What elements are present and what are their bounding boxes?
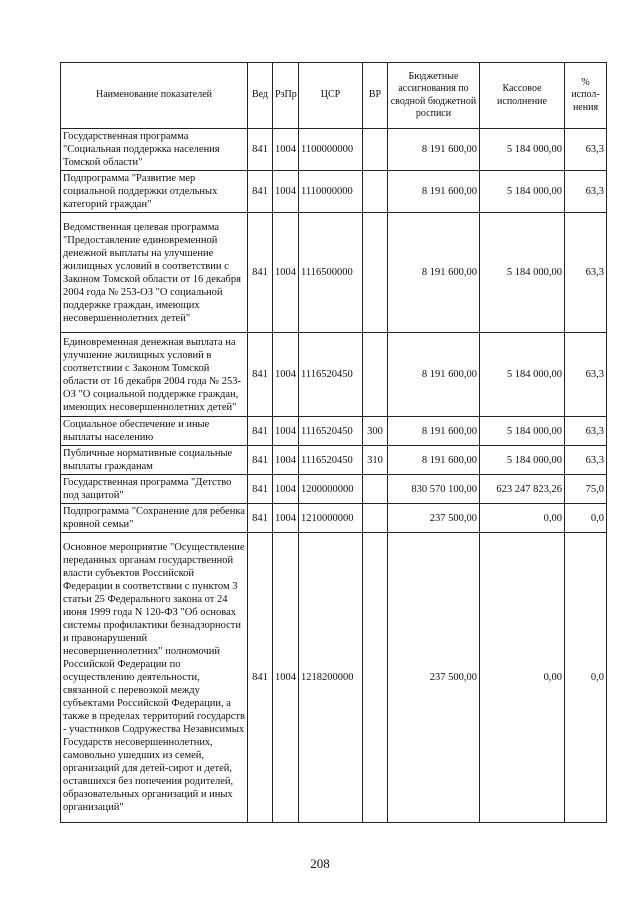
row-budget: 8 191 600,00 (388, 446, 480, 475)
row-cash: 0,00 (480, 504, 565, 533)
row-name: Публичные нормативные социальные выплаты гражданам (61, 446, 248, 475)
row-csr: 1100000000 (299, 129, 363, 171)
header-ved: Вед (248, 63, 273, 129)
row-ved: 841 (248, 446, 273, 475)
row-name: Ведомственная целевая программа "Предоставление единовременной денежной выплаты на улучшение жилищных условий в соответствии с Законом Томской области от 16 декабря 2004 года № 253-ОЗ "О социальной поддержке граждан, имеющих несовершеннолетних детей" (61, 213, 248, 333)
row-vr (363, 504, 388, 533)
row-cash: 5 184 000,00 (480, 171, 565, 213)
row-rzpr: 1004 (273, 417, 299, 446)
row-csr: 1210000000 (299, 504, 363, 533)
row-name: Подпрограмма "Развитие мер социальной поддержки отдельных категорий граждан" (61, 171, 248, 213)
row-budget: 830 570 100,00 (388, 475, 480, 504)
row-vr (363, 533, 388, 823)
budget-execution-table (60, 62, 607, 823)
header-budget: Бюджетные ассигнования по сводной бюджетной росписи (388, 63, 480, 129)
row-ved: 841 (248, 504, 273, 533)
row-cash: 5 184 000,00 (480, 213, 565, 333)
row-budget: 8 191 600,00 (388, 213, 480, 333)
row-name: Государственная программа "Детство под защитой" (61, 475, 248, 504)
row-pct: 63,3 (565, 333, 607, 417)
row-pct: 63,3 (565, 129, 607, 171)
table-row (61, 533, 607, 823)
row-rzpr: 1004 (273, 129, 299, 171)
row-ved: 841 (248, 417, 273, 446)
row-vr (363, 213, 388, 333)
row-ved: 841 (248, 475, 273, 504)
table-row (61, 171, 607, 213)
table-row (61, 333, 607, 417)
row-csr: 1110000000 (299, 171, 363, 213)
row-budget: 237 500,00 (388, 504, 480, 533)
header-rzpr: РзПр (273, 63, 299, 129)
table-header-row (61, 63, 607, 129)
row-ved: 841 (248, 129, 273, 171)
row-rzpr: 1004 (273, 475, 299, 504)
header-name: Наименование показателей (61, 63, 248, 129)
header-cash: Кассовое исполнение (480, 63, 565, 129)
row-rzpr: 1004 (273, 446, 299, 475)
row-rzpr: 1004 (273, 333, 299, 417)
row-cash: 623 247 823,26 (480, 475, 565, 504)
row-budget: 8 191 600,00 (388, 171, 480, 213)
table-row (61, 446, 607, 475)
row-cash: 5 184 000,00 (480, 417, 565, 446)
row-budget: 8 191 600,00 (388, 417, 480, 446)
table-row (61, 129, 607, 171)
row-rzpr: 1004 (273, 533, 299, 823)
row-name: Социальное обеспечение и иные выплаты населению (61, 417, 248, 446)
row-rzpr: 1004 (273, 504, 299, 533)
row-pct: 0,0 (565, 504, 607, 533)
row-csr: 1116500000 (299, 213, 363, 333)
row-name: Подпрограмма "Сохранение для ребенка кровной семьи" (61, 504, 248, 533)
row-vr: 300 (363, 417, 388, 446)
row-pct: 75,0 (565, 475, 607, 504)
row-csr: 1200000000 (299, 475, 363, 504)
row-cash: 5 184 000,00 (480, 446, 565, 475)
table-row (61, 475, 607, 504)
row-csr: 1218200000 (299, 533, 363, 823)
row-budget: 237 500,00 (388, 533, 480, 823)
row-pct: 0,0 (565, 533, 607, 823)
header-vr: ВР (363, 63, 388, 129)
row-pct: 63,3 (565, 446, 607, 475)
row-vr: 310 (363, 446, 388, 475)
row-rzpr: 1004 (273, 171, 299, 213)
row-ved: 841 (248, 213, 273, 333)
row-rzpr: 1004 (273, 213, 299, 333)
table-row (61, 213, 607, 333)
row-cash: 5 184 000,00 (480, 129, 565, 171)
row-pct: 63,3 (565, 417, 607, 446)
header-pct: % испол-нения (565, 63, 607, 129)
row-name: Государственная программа "Социальная поддержка населения Томской области" (61, 129, 248, 171)
row-name: Единовременная денежная выплата на улучшение жилищных условий в соответствии с Законом Томской области от 16 декабря 2004 года № 253-ОЗ "О социальной поддержке граждан, имеющих несовершеннолетних детей" (61, 333, 248, 417)
table-row (61, 417, 607, 446)
header-csr: ЦСР (299, 63, 363, 129)
row-cash: 5 184 000,00 (480, 333, 565, 417)
row-ved: 841 (248, 333, 273, 417)
row-cash: 0,00 (480, 533, 565, 823)
table-row (61, 504, 607, 533)
row-name: Основное мероприятие "Осуществление переданных органам государственной власти субъектов Российской Федерации в соответствии с пунктом 3 статьи 25 Федерального закона от 24 июня 1999 года N 120-ФЗ "Об основах системы профилактики безнадзорности и правонарушений несовершеннолетних" полномочий Российской Федерации по осуществлению деятельности, связанной с перевозкой между субъектами Российской Федерации, а также в пределах территорий государств - участников Содружества Независимых Государств несовершеннолетних, самовольно ушедших из семей, организаций для детей-сирот и детей, оставшихся без попечения родителей, образовательных организаций и иных организаций" (61, 533, 248, 823)
row-csr: 1116520450 (299, 333, 363, 417)
row-csr: 1116520450 (299, 446, 363, 475)
row-ved: 841 (248, 533, 273, 823)
row-budget: 8 191 600,00 (388, 129, 480, 171)
page-number: 208 (310, 856, 330, 871)
row-vr (363, 129, 388, 171)
row-pct: 63,3 (565, 213, 607, 333)
row-vr (363, 333, 388, 417)
row-csr: 1116520450 (299, 417, 363, 446)
row-ved: 841 (248, 171, 273, 213)
row-vr (363, 475, 388, 504)
row-vr (363, 171, 388, 213)
row-budget: 8 191 600,00 (388, 333, 480, 417)
row-pct: 63,3 (565, 171, 607, 213)
